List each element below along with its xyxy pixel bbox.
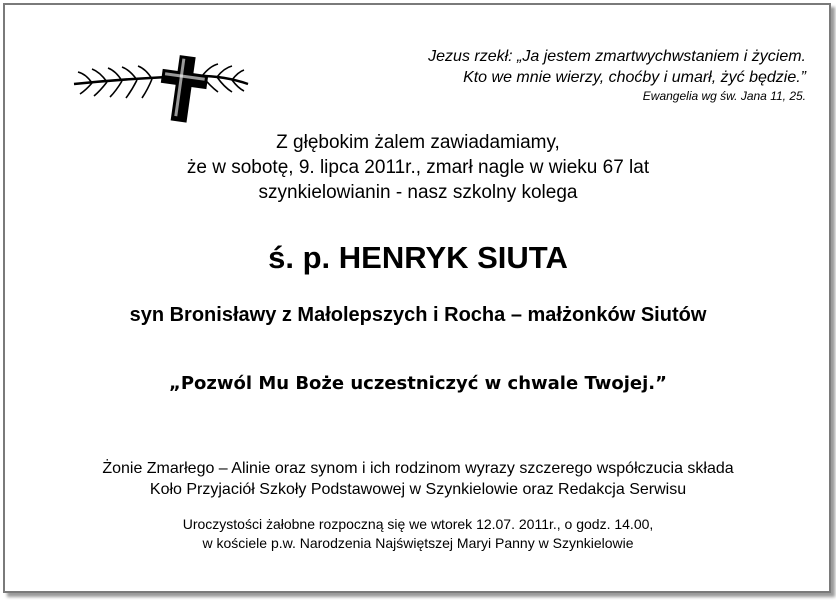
cross-with-palm-branch-icon: [72, 54, 252, 126]
deceased-name: ś. p. HENRYK SIUTA: [268, 240, 568, 275]
condolences: [0, 458, 836, 500]
bible-quote: [428, 46, 806, 104]
condolences-line-1: Żonie Zmarłego – Alinie oraz synom i ich rodzinom wyrazy szczerego współczucia składa: [102, 460, 734, 477]
funeral-info: [0, 515, 836, 553]
quote-source: Ewangelia wg św. Jana 11, 25.: [642, 89, 806, 103]
funeral-line-2: w kościele p.w. Narodzenia Najświętszej Maryi Panny w Szynkielowie: [202, 535, 634, 551]
quote-line-1: Jezus rzekł: „Ja jestem zmartwychwstaniem i życiem.: [428, 48, 806, 65]
prayer: „Pozwól Mu Boże uczestniczyć w chwale Twojej.”: [169, 373, 667, 394]
funeral-line-1: Uroczystości żałobne rozpoczną się we wtorek 12.07. 2011r., o godz. 14.00,: [182, 516, 654, 532]
intro-line-1: Z głębokim żalem zawiadamiamy,: [276, 132, 560, 153]
quote-line-2: Kto we mnie wierzy, choćby i umarł, żyć będzie.”: [463, 69, 806, 86]
intro-line-3: szynkielowianin - nasz szkolny kolega: [258, 182, 578, 203]
announcement-intro: [0, 130, 836, 205]
condolences-line-2: Koło Przyjaciół Szkoły Podstawowej w Szynkielowie oraz Redakcja Serwisu: [149, 481, 687, 498]
intro-line-2: że w sobotę, 9. lipca 2011r., zmarł nagle w wieku 67 lat: [186, 157, 650, 178]
parents-line: syn Bronisławy z Małolepszych i Rocha – małżonków Siutów: [129, 304, 707, 326]
